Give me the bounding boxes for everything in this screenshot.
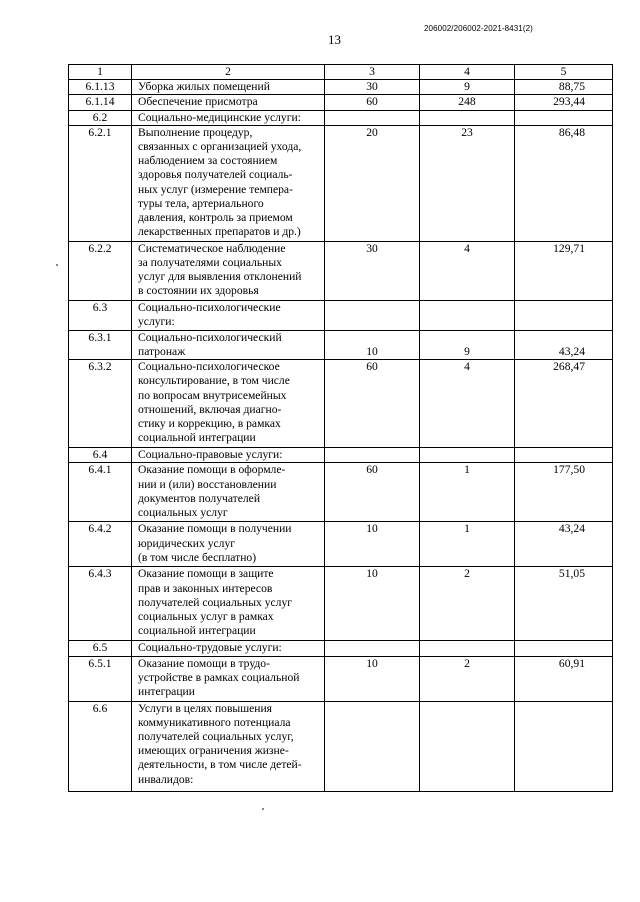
service-name: Оказание помощи в трудо- устройстве в рамках социальной интеграции — [132, 656, 325, 701]
scan-speck — [56, 264, 58, 266]
cell-col4 — [420, 300, 515, 330]
service-name: Услуги в целях повышения коммуникативного потенциала получателей социальных услуг, имеющих ограничения жизне- деятельности, в том числе детей- инвалидов: — [132, 701, 325, 791]
row-number: 6.5.1 — [69, 656, 132, 701]
service-name: Обеспечение присмотра — [132, 95, 325, 110]
cell-col3: 20 — [325, 125, 420, 241]
row-number: 6.3.2 — [69, 360, 132, 448]
cell-col5: 60,91 — [515, 656, 613, 701]
table-row — [69, 448, 613, 463]
cell-col5 — [515, 110, 613, 125]
cell-col3: 10 — [325, 567, 420, 641]
cell-col5: 43,24 — [515, 330, 613, 359]
cell-col4: 9 — [420, 80, 515, 95]
row-number: 6.4.1 — [69, 463, 132, 522]
cell-col5: 43,24 — [515, 522, 613, 567]
cell-col4 — [420, 701, 515, 791]
cell-col3: 60 — [325, 95, 420, 110]
table-row — [69, 300, 613, 330]
cell-col4: 2 — [420, 567, 515, 641]
cell-col3 — [325, 641, 420, 656]
cell-col3: 60 — [325, 360, 420, 448]
table-row — [69, 701, 613, 791]
service-name: Уборка жилых помещений — [132, 80, 325, 95]
cell-col5: 51,05 — [515, 567, 613, 641]
service-name: Оказание помощи в оформле- нии и (или) восстановлении документов получателей социальных услуг — [132, 463, 325, 522]
cell-col4: 248 — [420, 95, 515, 110]
page-number: 13 — [328, 32, 341, 47]
row-number: 6.6 — [69, 701, 132, 791]
table-row — [69, 330, 613, 359]
table-header-row — [69, 65, 613, 80]
cell-col4: 4 — [420, 360, 515, 448]
cell-col5: 129,71 — [515, 241, 613, 300]
table-row — [69, 125, 613, 241]
service-name: Социально-правовые услуги: — [132, 448, 325, 463]
cell-col4: 1 — [420, 463, 515, 522]
service-name: Выполнение процедур, связанных с организацией ухода, наблюдением за состоянием здоровья получателей социаль- ных услуг (измерение темпера- туры тела, артериального давления, контроль за приемом лекарственных препаратов и др.) — [132, 125, 325, 241]
table-row — [69, 95, 613, 110]
table-row — [69, 241, 613, 300]
col-header: 4 — [420, 65, 515, 80]
cell-col5: 86,48 — [515, 125, 613, 241]
table-row — [69, 641, 613, 656]
cell-col3: 10 — [325, 656, 420, 701]
cell-col4 — [420, 448, 515, 463]
cell-col3: 60 — [325, 463, 420, 522]
row-number: 6.4 — [69, 448, 132, 463]
service-name: Социально-медицинские услуги: — [132, 110, 325, 125]
service-name: Социально-психологические услуги: — [132, 300, 325, 330]
service-name: Социально-психологический патронаж — [132, 330, 325, 359]
scan-speck — [262, 808, 264, 810]
cell-col3: 10 — [325, 522, 420, 567]
service-name: Социально-трудовые услуги: — [132, 641, 325, 656]
service-name: Систематическое наблюдение за получателями социальных услуг для выявления отклонений в состоянии их здоровья — [132, 241, 325, 300]
cell-col3 — [325, 110, 420, 125]
row-number: 6.3.1 — [69, 330, 132, 359]
table-row — [69, 567, 613, 641]
service-name: Оказание помощи в получении юридических услуг (в том числе бесплатно) — [132, 522, 325, 567]
row-number: 6.1.14 — [69, 95, 132, 110]
cell-col5: 88,75 — [515, 80, 613, 95]
col-header: 2 — [132, 65, 325, 80]
cell-col4 — [420, 110, 515, 125]
service-name: Социально-психологическое консультирование, в том числе по вопросам внутрисемейных отношений, включая диагно- стику и коррекцию, в рамках социальной интеграции — [132, 360, 325, 448]
row-number: 6.3 — [69, 300, 132, 330]
table-row — [69, 80, 613, 95]
row-number: 6.4.3 — [69, 567, 132, 641]
col-header: 3 — [325, 65, 420, 80]
row-number: 6.5 — [69, 641, 132, 656]
table-row — [69, 656, 613, 701]
table-row — [69, 522, 613, 567]
cell-col5: 268,47 — [515, 360, 613, 448]
cell-col3 — [325, 300, 420, 330]
cell-col4: 2 — [420, 656, 515, 701]
row-number: 6.2 — [69, 110, 132, 125]
cell-col4: 4 — [420, 241, 515, 300]
cell-col4 — [420, 641, 515, 656]
row-number: 6.1.13 — [69, 80, 132, 95]
cell-col4: 1 — [420, 522, 515, 567]
cell-col3 — [325, 701, 420, 791]
cell-col3: 10 — [325, 330, 420, 359]
document-id: 206002/206002-2021-8431(2) — [424, 24, 533, 33]
cell-col5 — [515, 448, 613, 463]
col-header: 5 — [515, 65, 613, 80]
cell-col3 — [325, 448, 420, 463]
cell-col5: 177,50 — [515, 463, 613, 522]
row-number: 6.2.1 — [69, 125, 132, 241]
table-row — [69, 110, 613, 125]
cell-col5 — [515, 641, 613, 656]
col-header: 1 — [69, 65, 132, 80]
cell-col3: 30 — [325, 80, 420, 95]
service-name: Оказание помощи в защите прав и законных интересов получателей социальных услуг социальных услуг в рамках социальной интеграции — [132, 567, 325, 641]
table-row — [69, 360, 613, 448]
cell-col5 — [515, 300, 613, 330]
cell-col3: 30 — [325, 241, 420, 300]
cell-col4: 9 — [420, 330, 515, 359]
cell-col5: 293,44 — [515, 95, 613, 110]
cell-col5 — [515, 701, 613, 791]
row-number: 6.4.2 — [69, 522, 132, 567]
table-row — [69, 463, 613, 522]
cell-col4: 23 — [420, 125, 515, 241]
row-number: 6.2.2 — [69, 241, 132, 300]
services-table — [68, 64, 613, 792]
